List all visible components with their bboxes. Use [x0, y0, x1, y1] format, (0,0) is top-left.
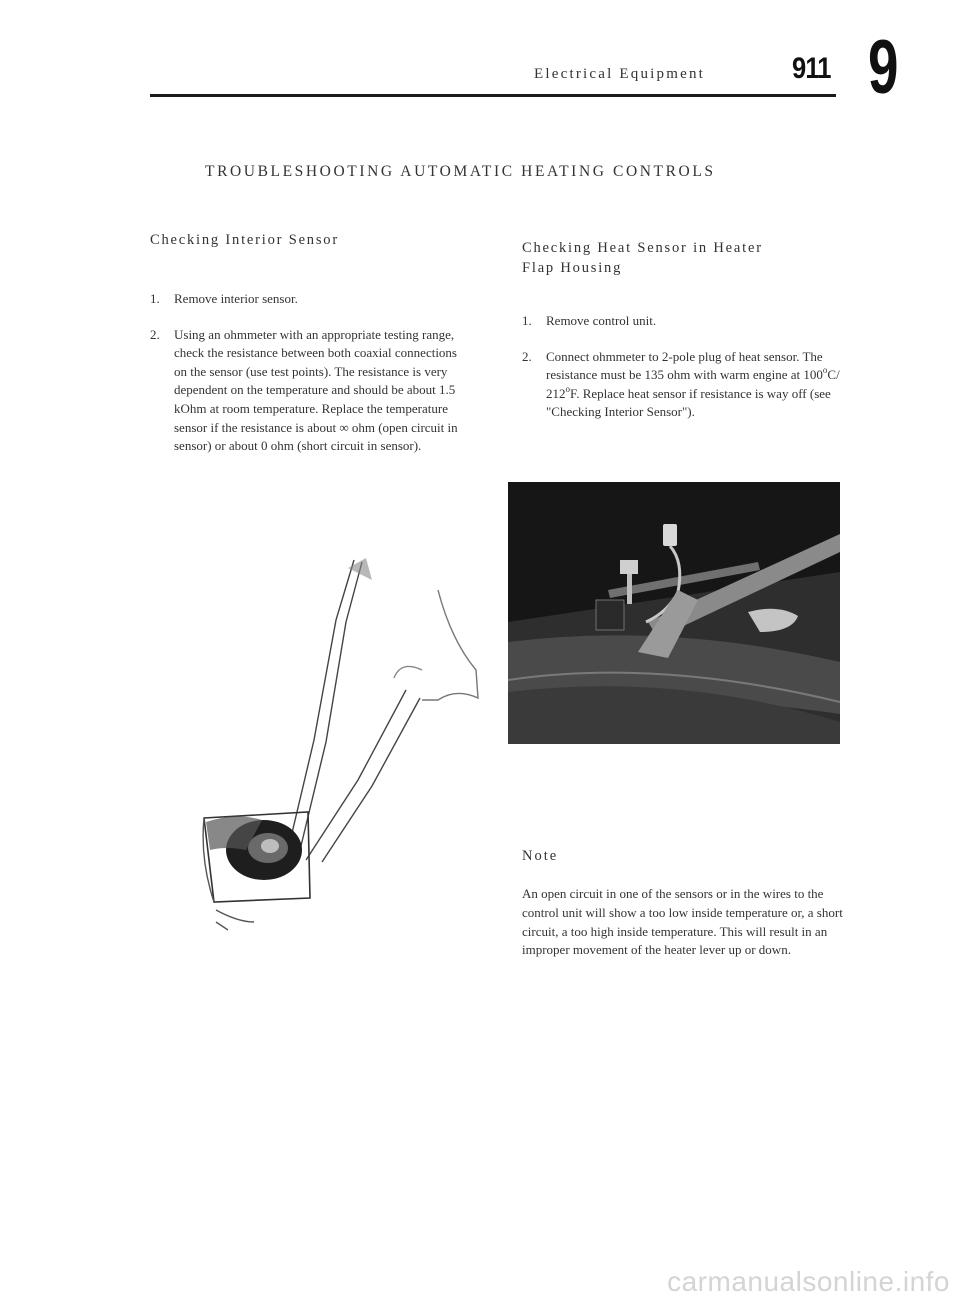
- step-text-b: C/ 212: [546, 367, 840, 401]
- step-number: 1.: [522, 313, 532, 328]
- step-number: 2.: [150, 326, 160, 342]
- left-column: [150, 230, 460, 456]
- left-step-2: [150, 326, 460, 456]
- degree-mark: o: [565, 383, 570, 394]
- left-step-1: [150, 290, 460, 309]
- step-number: 1.: [150, 291, 160, 306]
- header-section-title: Electrical Equipment: [534, 66, 706, 82]
- step-text: Using an ohmmeter with an appropriate testing range, check the resistance between both coaxial connections on the sensor (use test points). The resistance is very dependent on the temperature and should be about 1.5 kOhm at room temperature. Replace the temperature sensor if the resistance is about ∞ ohm (open circuit in sensor) or about 0 ohm (short circuit in sensor).: [174, 326, 458, 454]
- header-chapter-number: 9: [868, 25, 899, 110]
- heat-sensor-heading-line2: Flap Housing: [522, 260, 623, 276]
- watermark: carmanualsonline.info: [667, 1266, 950, 1297]
- note-text: An open circuit in one of the sensors or in the wires to the control unit will show a too low inside temperature or, a short circuit, a too high inside temperature. This will result in an improper movement of the heater lever up or down.: [522, 886, 843, 958]
- header-rule: [150, 94, 836, 97]
- step-text-a: Connect ohmmeter to 2-pole plug of heat sensor. The resistance must be 135 ohm with warm engine at 100: [546, 348, 823, 383]
- page-title: TROUBLESHOOTING AUTOMATIC HEATING CONTROLS: [205, 163, 716, 180]
- right-step-1: [522, 312, 842, 331]
- heat-sensor-heading-line1: Checking Heat Sensor in Heater: [522, 240, 763, 256]
- interior-sensor-illustration: [176, 550, 486, 950]
- step-number: 2.: [522, 348, 532, 364]
- interior-sensor-heading: Checking Interior Sensor: [150, 232, 339, 248]
- right-column: [522, 238, 842, 422]
- step-text-c: F. Replace heat sensor if resistance is way off (see "Checking Interior Sensor").: [546, 385, 831, 420]
- heat-sensor-heading: [522, 238, 842, 278]
- right-step-2: [522, 348, 842, 422]
- step-text: Remove interior sensor.: [174, 291, 298, 306]
- heat-sensor-photo: [508, 482, 840, 744]
- note-heading: Note: [522, 848, 559, 864]
- header-model-number: 911: [792, 52, 831, 85]
- note-block: [522, 848, 852, 960]
- step-text: Remove control unit.: [546, 313, 657, 328]
- degree-mark: o: [822, 365, 828, 376]
